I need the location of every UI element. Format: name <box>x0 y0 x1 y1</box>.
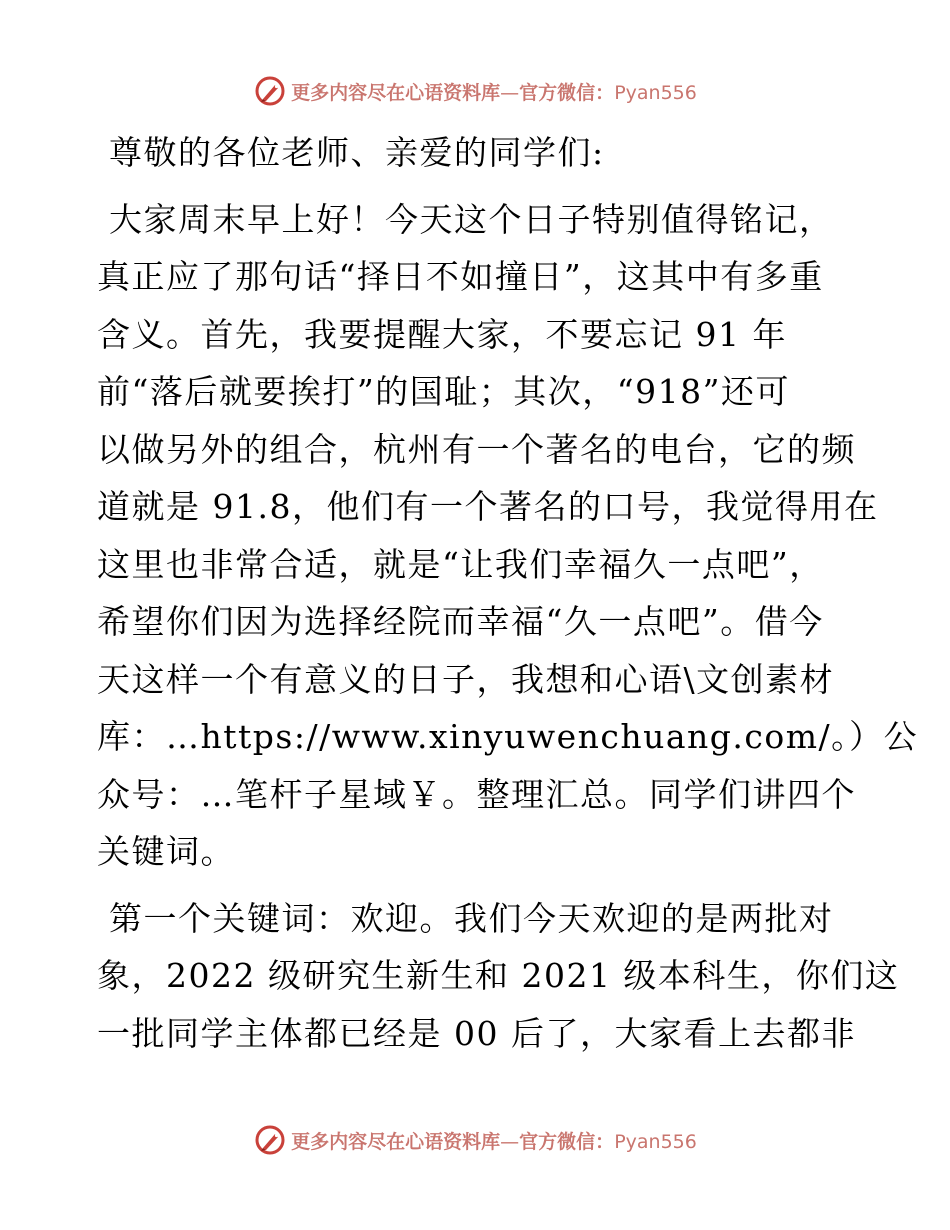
watermark-wechat-id: Pyan556 <box>614 81 697 104</box>
text-line: 这里也非常合适，就是“让我们幸福久一点吧”， <box>97 544 824 584</box>
pen-logo-icon <box>253 74 287 108</box>
text-line: 众号：…笔杆子星域￥。整理汇总。同学们讲四个 <box>97 774 856 814</box>
text-line: 真正应了那句话“择日不如撞日”，这其中有多重 <box>97 257 824 296</box>
text-line: 希望你们因为选择经院而幸福“久一点吧”。借今 <box>97 602 824 641</box>
watermark-dash: — <box>500 81 520 104</box>
salutation: 尊敬的各位老师、亲爱的同学们: <box>109 133 605 172</box>
watermark-wechat-id: Pyan556 <box>614 1130 697 1153</box>
watermark-text <box>291 1127 697 1154</box>
text-line: 一批同学主体都已经是 00 后了，大家看上去都非 <box>97 1013 856 1053</box>
watermark-main-text: 更多内容尽在心语资料库 <box>291 81 501 104</box>
document-body <box>97 124 919 1062</box>
text-line: 大家周末早上好！今天这个日子特别值得铭记， <box>109 199 834 239</box>
text-line: 第一个关键词：欢迎。我们今天欢迎的是两批对 <box>109 898 834 938</box>
paragraph-1 <box>97 191 919 881</box>
watermark-official-label: 官方微信： <box>519 1130 615 1153</box>
text-line-with-url: 库：…https://www.xinyuwenchuang.com/。）公 <box>97 717 919 756</box>
watermark-official-label: 官方微信： <box>519 81 615 104</box>
paragraph-2 <box>97 890 900 1063</box>
watermark-text <box>291 78 697 105</box>
watermark-main-text: 更多内容尽在心语资料库 <box>291 1130 501 1153</box>
text-line: 前“落后就要挨打”的国耻；其次，“918”还可 <box>97 372 790 411</box>
text-line: 道就是 91.8，他们有一个著名的口号，我觉得用在 <box>97 487 879 526</box>
watermark-dash: — <box>500 1130 520 1153</box>
header-watermark <box>0 71 950 111</box>
footer-watermark <box>0 1120 950 1160</box>
pen-logo-icon <box>253 1123 287 1157</box>
text-line: 象，2022 级研究生新生和 2021 级本科生，你们这 <box>97 956 900 995</box>
text-line: 含义。首先，我要提醒大家，不要忘记 91 年 <box>97 314 787 354</box>
text-line: 以做另外的组合，杭州有一个著名的电台，它的频 <box>97 429 856 469</box>
text-line: 关键词。 <box>97 832 235 871</box>
text-line: 天这样一个有意义的日子，我想和心语\文创素材 <box>97 659 835 699</box>
